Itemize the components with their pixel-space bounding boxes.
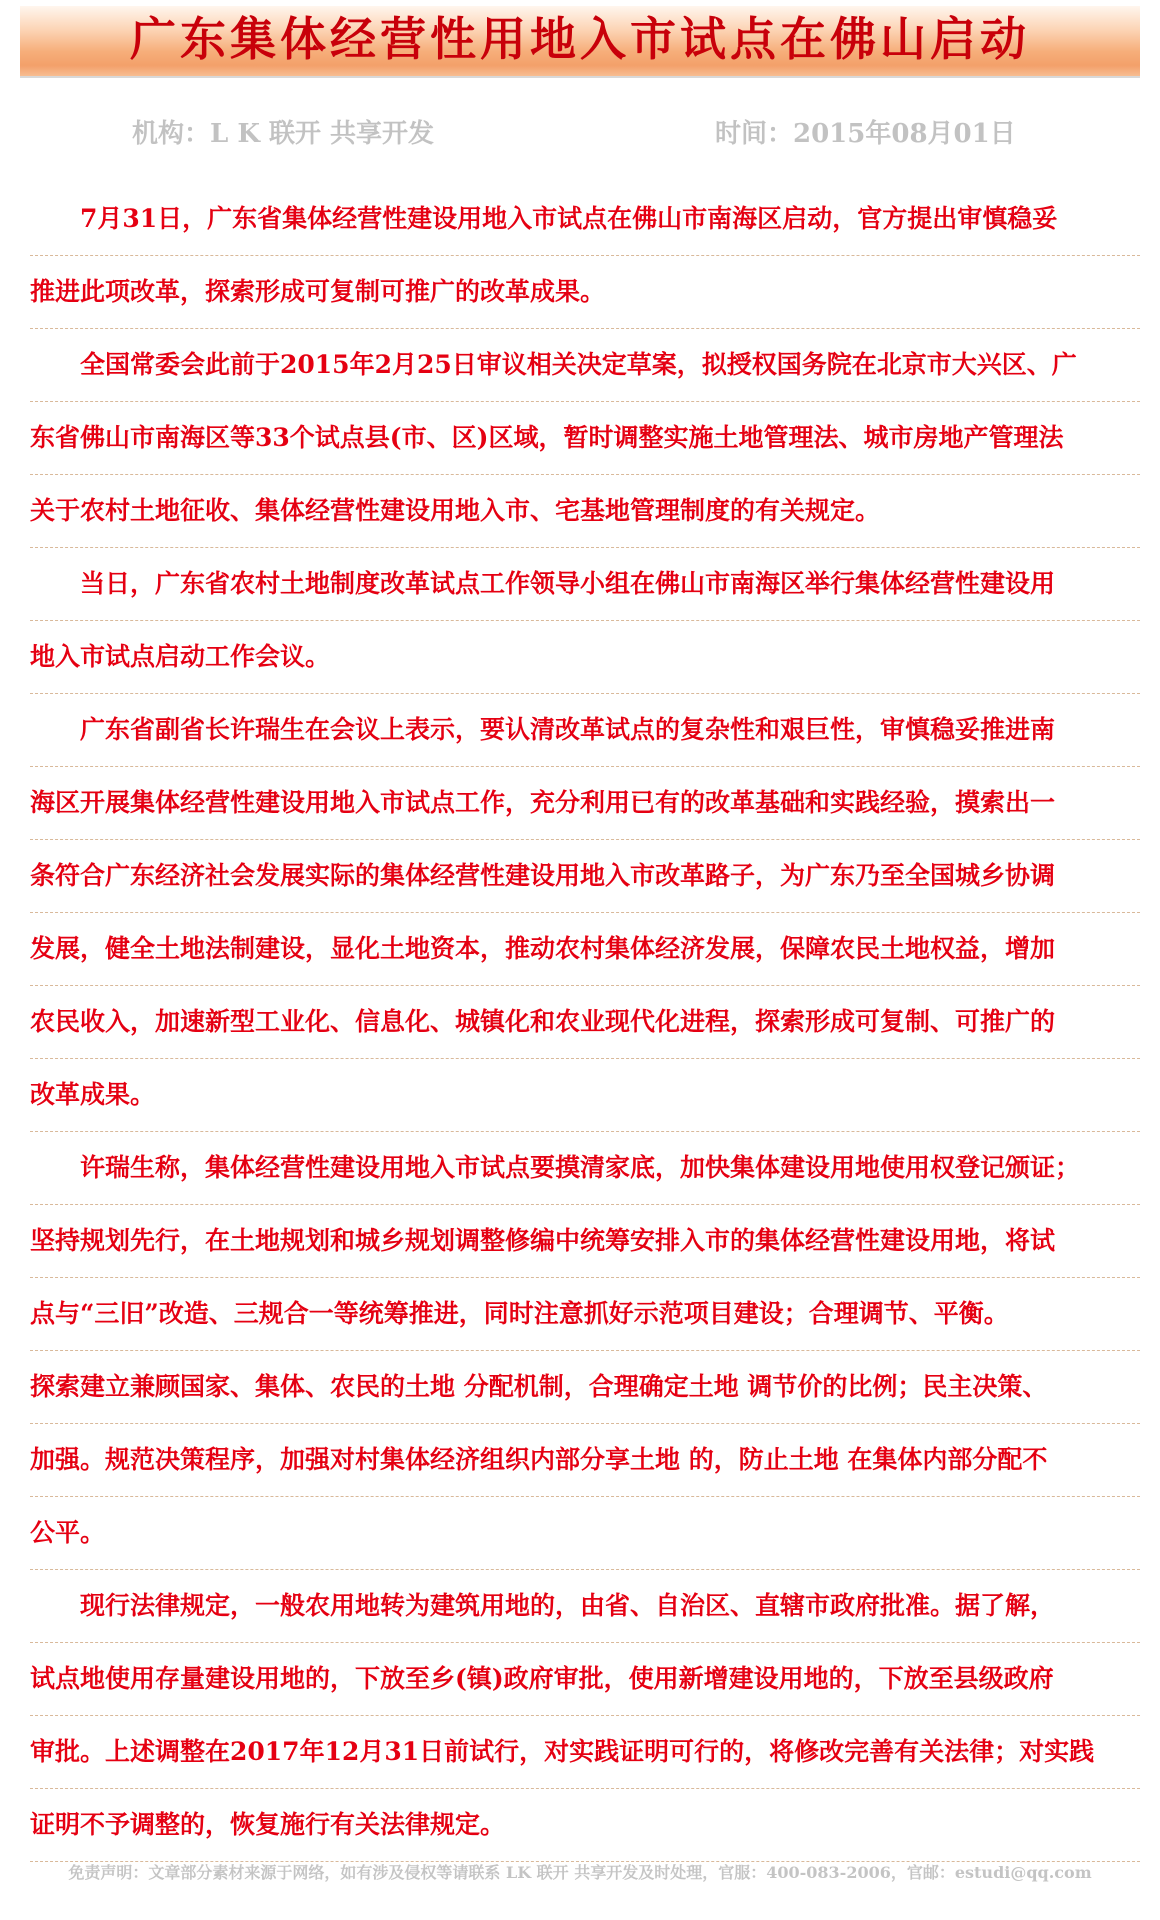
article-paragraph [30,548,1140,694]
paragraph-line: 改革成果。 [30,1059,1140,1132]
paragraph-line: 海区开展集体经营性建设用地入市试点工作，充分利用已有的改革基础和实践经验，摸索出一 [30,767,1140,840]
paragraph-line: 当日，广东省农村土地制度改革试点工作领导小组在佛山市南海区举行集体经营性建设用 [30,548,1140,621]
paragraph-line: 试点地使用存量建设用地的，下放至乡(镇)政府审批，使用新增建设用地的，下放至县级政府 [30,1643,1140,1716]
article-paragraph [30,1570,1140,1862]
paragraph-line: 审批。上述调整在2017年12月31日前试行，对实践证明可行的，将修改完善有关法律；对实践 [30,1716,1140,1789]
paragraph-line: 农民收入，加速新型工业化、信息化、城镇化和农业现代化进程，探索形成可复制、可推广的 [30,986,1140,1059]
article-paragraph [30,694,1140,1132]
paragraph-line: 证明不予调整的，恢复施行有关法律规定。 [30,1789,1140,1862]
paragraph-line: 点与“三旧”改造、三规合一等统筹推进，同时注意抓好示范项目建设；合理调节、平衡。 [30,1278,1140,1351]
paragraph-line: 东省佛山市南海区等33个试点县(市、区)区域，暂时调整实施土地管理法、城市房地产管理法 [30,402,1140,475]
disclaimer-text: 免责声明：文章部分素材来源于网络，如有涉及侵权等请联系 LK 联开 共享开发及时处理，官服：400-083-2006，官邮：estudi@qq.com [68,1863,1092,1882]
page-title: 广东集体经营性用地入市试点在佛山启动 [130,12,1030,66]
paragraph-line: 探索建立兼顾国家、集体、农民的土地 分配机制，合理确定土地 调节价的比例；民主决策、 [30,1351,1140,1424]
paragraph-line: 许瑞生称，集体经营性建设用地入市试点要摸清家底，加快集体建设用地使用权登记颁证； [30,1132,1140,1205]
article-paragraph [30,329,1140,548]
title-banner [20,6,1140,78]
paragraph-line: 关于农村土地征收、集体经营性建设用地入市、宅基地管理制度的有关规定。 [30,475,1140,548]
paragraph-line: 全国常委会此前于2015年2月25日审议相关决定草案，拟授权国务院在北京市大兴区、广 [30,329,1140,402]
article-paragraph [30,1132,1140,1570]
paragraph-line: 地入市试点启动工作会议。 [30,621,1140,694]
paragraph-line: 广东省副省长许瑞生在会议上表示，要认清改革试点的复杂性和艰巨性，审慎稳妥推进南 [30,694,1140,767]
paragraph-line: 条符合广东经济社会发展实际的集体经营性建设用地入市改革路子，为广东乃至全国城乡协调 [30,840,1140,913]
paragraph-line: 推进此项改革，探索形成可复制可推广的改革成果。 [30,256,1140,329]
date-label: 时间：2015年08月01日 [715,119,1016,149]
paragraph-line: 坚持规划先行，在土地规划和城乡规划调整修编中统筹安排入市的集体经营性建设用地，将试 [30,1205,1140,1278]
paragraph-line: 加强。规范决策程序，加强对村集体经济组织内部分享土地 的，防止土地 在集体内部分配不 [30,1424,1140,1497]
paragraph-line: 公平。 [30,1497,1140,1570]
paragraph-line: 7月31日，广东省集体经营性建设用地入市试点在佛山市南海区启动，官方提出审慎稳妥 [30,183,1140,256]
paragraph-line: 现行法律规定，一般农用地转为建筑用地的，由省、自治区、直辖市政府批准。据了解， [30,1570,1140,1643]
article-paragraph [30,183,1140,329]
org-label: 机构：L K 联开 共享开发 [132,119,435,149]
article-body [30,183,1140,1862]
paragraph-line: 发展，健全土地法制建设，显化土地资本，推动农村集体经济发展，保障农民土地权益，增加 [30,913,1140,986]
